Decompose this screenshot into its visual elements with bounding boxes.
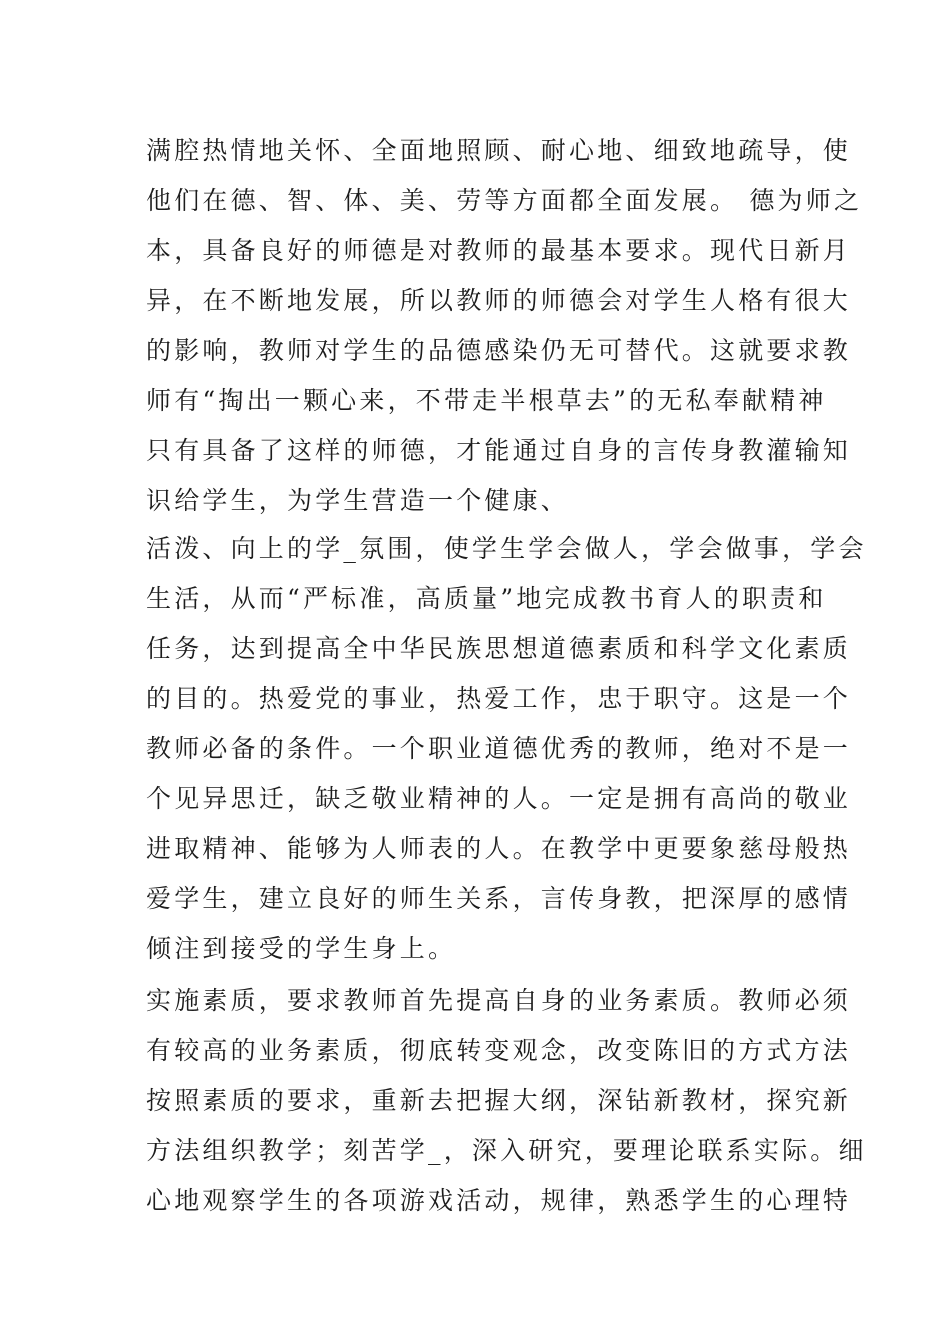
paragraph-3 (146, 976, 867, 1226)
paragraph-2 (146, 524, 867, 974)
text-line: 活泼、向上的学_氛围，使学生学会做人，学会做事，学会 (146, 534, 867, 563)
text-line: 异，在不断地发展，所以教师的师德会对学生人格有很大 (146, 286, 852, 315)
text-line: 本，具备良好的师德是对教师的最基本要求。现代日新月 (146, 236, 852, 265)
text-line: 进取精神、能够为人师表的人。在教学中更要象慈母般热 (146, 834, 852, 863)
text-line: 满腔热情地关怀、全面地照顾、耐心地、细致地疏导，使 (146, 136, 852, 165)
text-line: 有较高的业务素质，彻底转变观念，改变陈旧的方式方法 (146, 1036, 852, 1065)
text-line: 实施素质，要求教师首先提高自身的业务素质。教师必须 (146, 986, 852, 1015)
text-line: 按照素质的要求，重新去把握大纲，深钻新教材，探究新 (146, 1086, 852, 1115)
text-line: 个见异思迁，缺乏敬业精神的人。一定是拥有高尚的敬业 (146, 784, 852, 813)
text-line: 生活，从而“严标准，高质量”地完成教书育人的职责和 (146, 584, 827, 613)
text-line: 师有“掏出一颗心来，不带走半根草去”的无私奉献精神 (146, 386, 827, 415)
text-line: 任务，达到提高全中华民族思想道德素质和科学文化素质 (146, 634, 852, 663)
text-line: 教师必备的条件。一个职业道德优秀的教师，绝对不是一 (146, 734, 852, 763)
paragraph-1 (146, 126, 863, 526)
text-line: 方法组织教学；刻苦学_，深入研究，要理论联系实际。细 (146, 1136, 867, 1165)
text-line: 心地观察学生的各项游戏活动，规律，熟悉学生的心理特 (146, 1186, 852, 1215)
text-line: 识给学生，为学生营造一个健康、 (146, 486, 570, 515)
text-line: 他们在德、智、体、美、劳等方面都全面发展。 德为师之 (146, 186, 863, 215)
text-line: 的影响，教师对学生的品德感染仍无可替代。这就要求教 (146, 336, 852, 365)
text-line: 爱学生，建立良好的师生关系，言传身教，把深厚的感情 (146, 884, 852, 913)
text-line: 只有具备了这样的师德，才能通过自身的言传身教灌输知 (146, 436, 852, 465)
text-line: 倾注到接受的学生身上。 (146, 934, 457, 963)
text-line: 的目的。热爱党的事业，热爱工作，忠于职守。这是一个 (146, 684, 852, 713)
